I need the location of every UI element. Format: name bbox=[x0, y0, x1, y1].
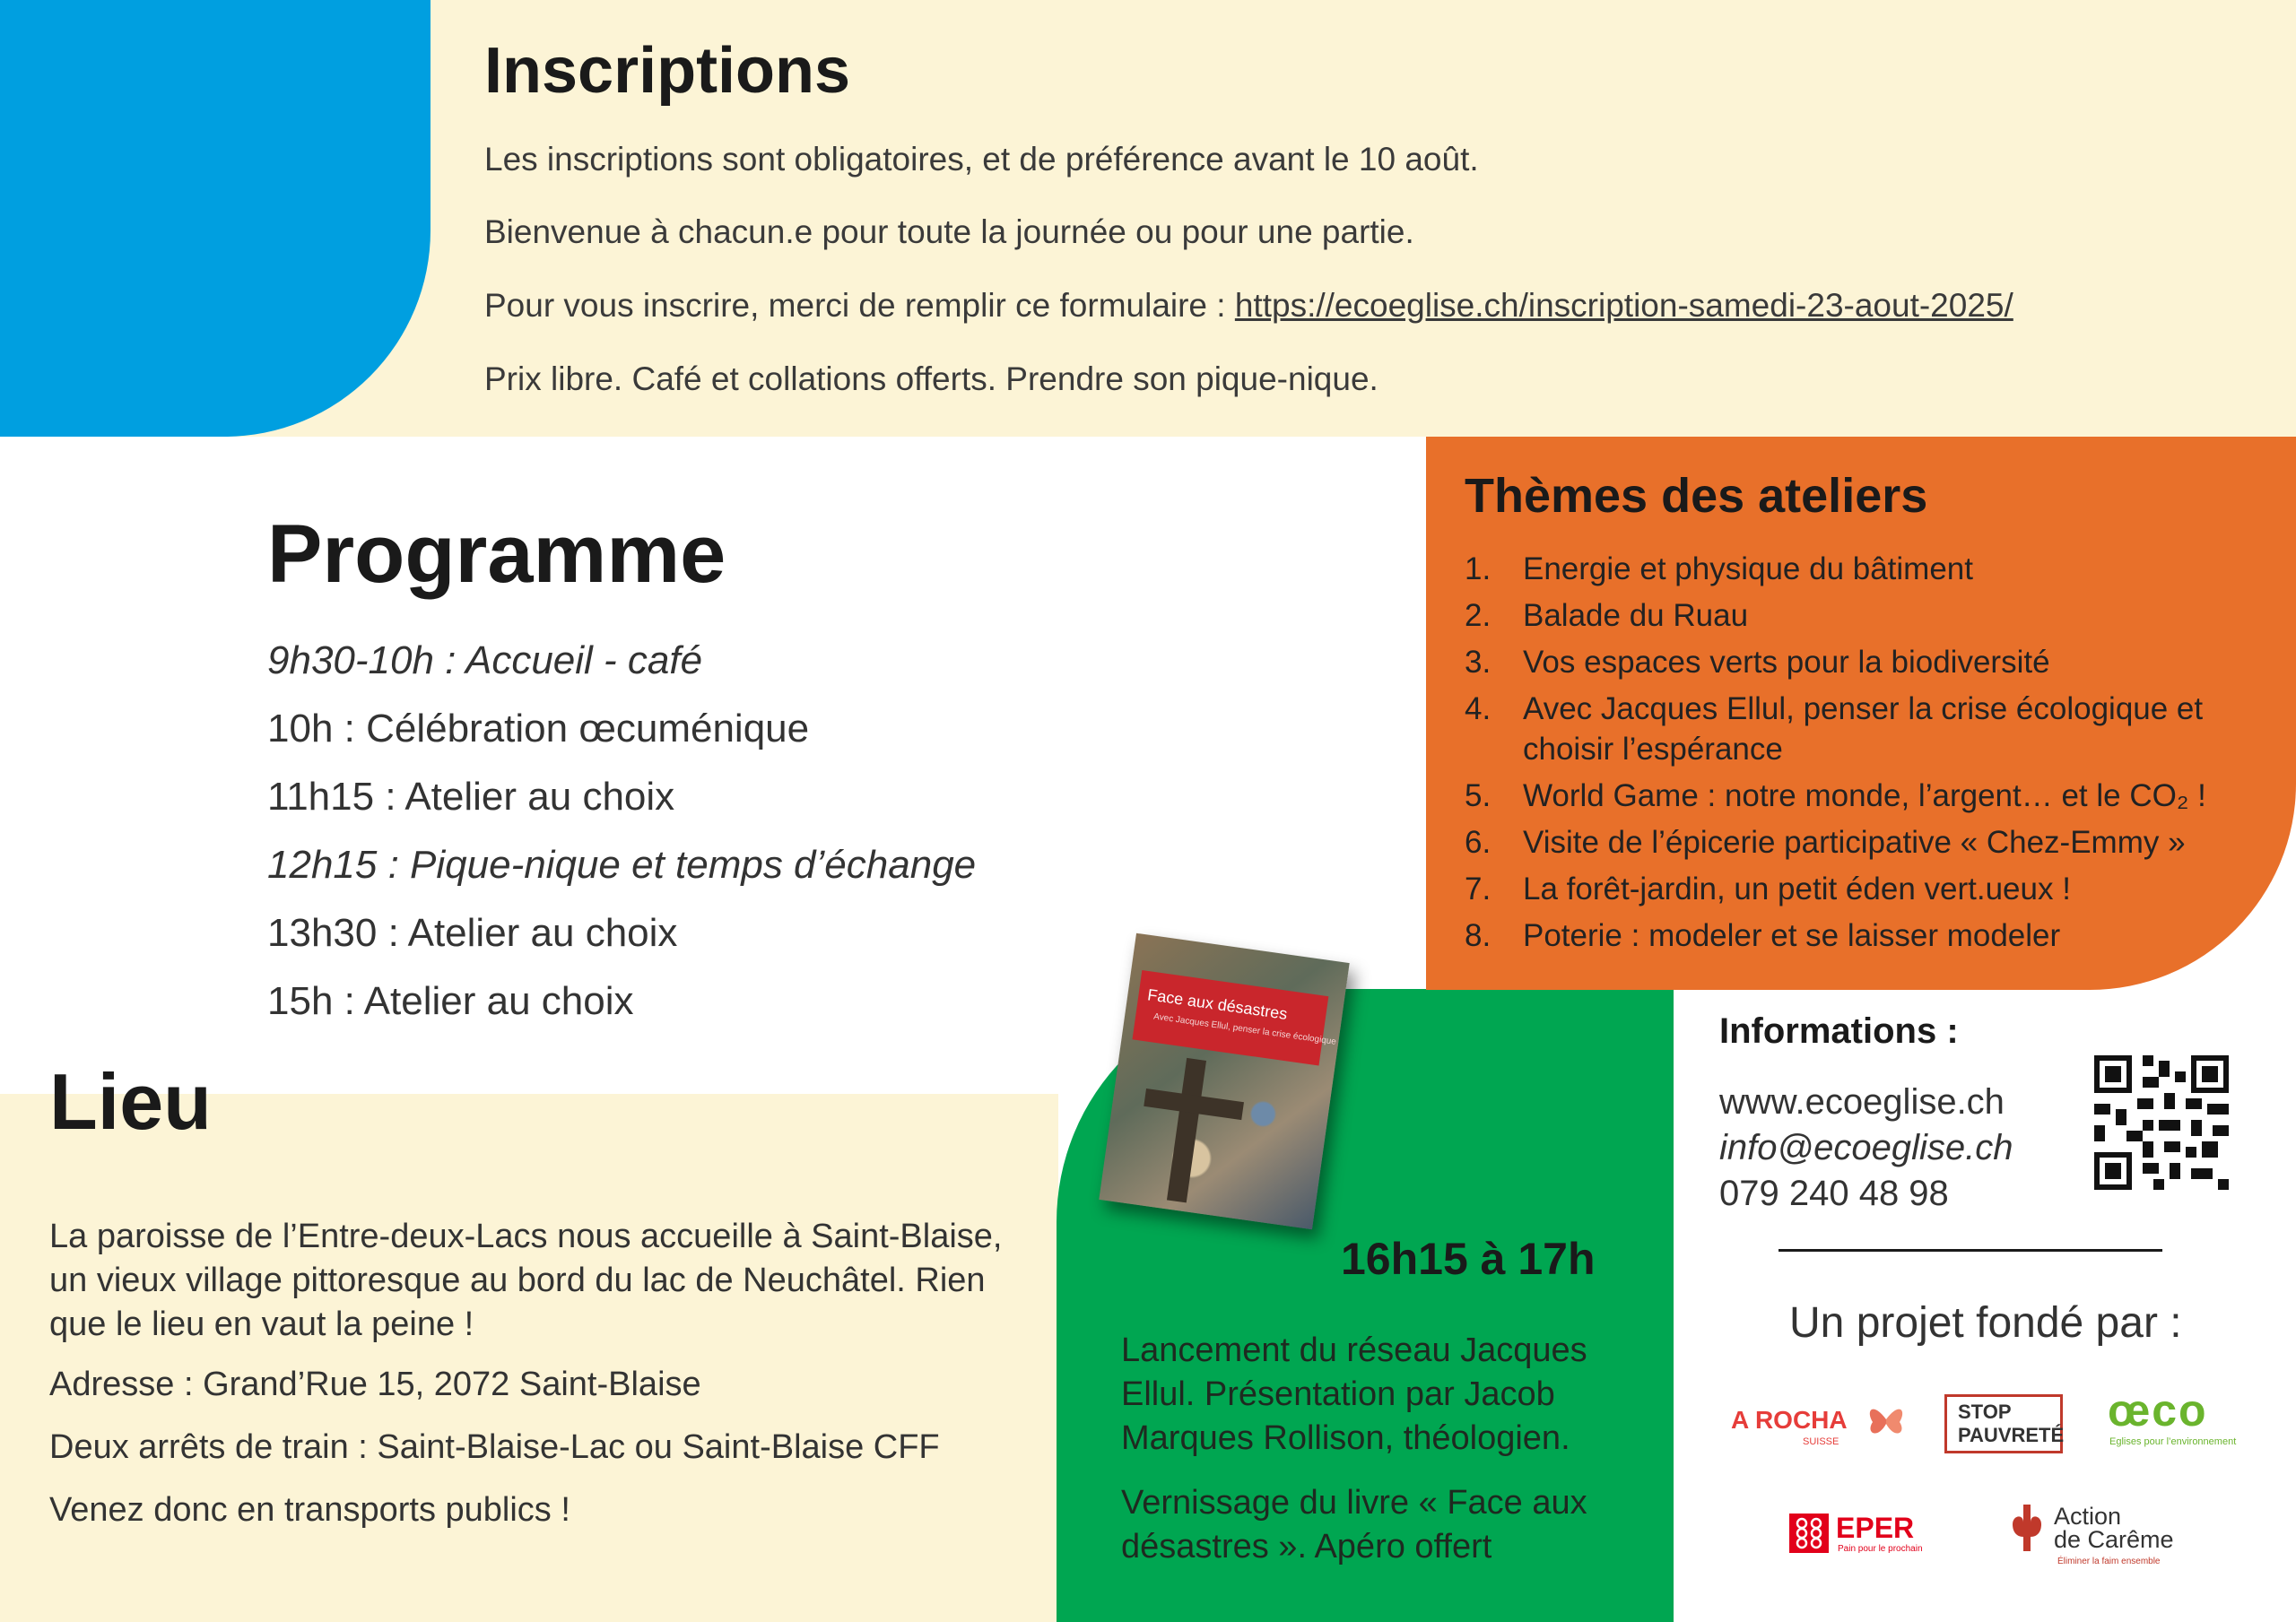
theme-item bbox=[1465, 549, 2272, 589]
theme-item bbox=[1465, 776, 2272, 816]
inscriptions-deadline: Les inscriptions sont obligatoires, et de préférence avant le 10 août. bbox=[484, 141, 1479, 178]
closing-time: 16h15 à 17h bbox=[1341, 1234, 1596, 1284]
book-cross-shape bbox=[1167, 1058, 1206, 1203]
lieu-title: Lieu bbox=[49, 1057, 212, 1146]
email-link[interactable]: info@ecoeglise.ch bbox=[1719, 1128, 2013, 1167]
theme-text: Poterie : modeler et se laisser modeler bbox=[1523, 918, 2061, 953]
theme-text: Balade du Ruau bbox=[1523, 598, 1749, 633]
careme-line2: de Carême bbox=[2054, 1526, 2174, 1553]
programme-item: 13h30 : Atelier au choix bbox=[267, 911, 678, 955]
stop-line2: PAUVRETÉ bbox=[1958, 1424, 2065, 1446]
phone-number: 079 240 48 98 bbox=[1719, 1174, 1949, 1213]
registration-link[interactable]: https://ecoeglise.ch/inscription-samedi-23-aout-2025/ bbox=[1234, 287, 2013, 324]
arocha-name: A ROCHA bbox=[1731, 1406, 1848, 1434]
programme-title: Programme bbox=[267, 508, 726, 600]
website-link[interactable]: www.ecoeglise.ch bbox=[1719, 1082, 2005, 1122]
theme-item bbox=[1465, 915, 2272, 956]
theme-item bbox=[1465, 595, 2272, 636]
themes-title: Thèmes des ateliers bbox=[1465, 469, 1928, 523]
theme-item bbox=[1465, 642, 2272, 682]
theme-number: 6. bbox=[1465, 825, 1492, 860]
theme-text: Avec Jacques Ellul, penser la crise écologique et choisir l’espérance bbox=[1523, 691, 2204, 767]
closing-launch-text: Lancement du réseau Jacques Ellul. Présentation par Jacob Marques Rollison, théologien. bbox=[1121, 1331, 1587, 1457]
book-title-band bbox=[1133, 970, 1337, 1065]
theme-number: 7. bbox=[1465, 872, 1492, 906]
programme-item: 10h : Célébration œcuménique bbox=[267, 707, 810, 750]
inscriptions-form-line bbox=[484, 287, 2013, 325]
butterfly-icon bbox=[1864, 1397, 1909, 1442]
action-de-careme-logo bbox=[2009, 1503, 2188, 1574]
theme-text: Visite de l’épicerie participative « Chez-Emmy » bbox=[1523, 825, 2186, 860]
theme-number: 1. bbox=[1465, 551, 1492, 586]
eper-name: EPER bbox=[1836, 1512, 1915, 1544]
oeco-logo bbox=[2108, 1385, 2269, 1453]
divider-line bbox=[1779, 1249, 2162, 1252]
inscriptions-price: Prix libre. Café et collations offerts. Prendre son pique-nique. bbox=[484, 360, 1378, 397]
programme-item: 12h15 : Pique-nique et temps d’échange bbox=[267, 843, 977, 887]
book-cover-image bbox=[1099, 933, 1349, 1229]
theme-number: 2. bbox=[1465, 598, 1492, 633]
lieu-trains: Deux arrêts de train : Saint-Blaise-Lac ou Saint-Blaise CFF bbox=[49, 1428, 940, 1466]
theme-item bbox=[1465, 869, 2272, 909]
stop-line1: STOP bbox=[1958, 1401, 2012, 1423]
oeco-sub: Eglises pour l’environnement bbox=[2109, 1436, 2237, 1447]
theme-number: 5. bbox=[1465, 778, 1492, 813]
blue-corner-shape bbox=[0, 0, 430, 437]
arocha-logo bbox=[1731, 1397, 1910, 1451]
stop-pauvrete-logo bbox=[1944, 1394, 2063, 1453]
eper-grid-icon bbox=[1789, 1514, 1829, 1553]
form-prefix-text: Pour vous inscrire, merci de remplir ce formulaire : bbox=[484, 287, 1235, 324]
lieu-address: Adresse : Grand’Rue 15, 2072 Saint-Blaise bbox=[49, 1366, 701, 1403]
theme-number: 3. bbox=[1465, 645, 1492, 680]
lieu-transport: Venez donc en transports publics ! bbox=[49, 1491, 570, 1529]
theme-text: Vos espaces verts pour la biodiversité bbox=[1523, 645, 2050, 680]
lieu-background bbox=[0, 1094, 1058, 1622]
programme-item: 11h15 : Atelier au choix bbox=[267, 775, 675, 819]
informations-title: Informations : bbox=[1719, 1011, 1959, 1051]
theme-text: World Game : notre monde, l’argent… et le CO₂ ! bbox=[1523, 778, 2206, 813]
qr-code-icon[interactable] bbox=[2094, 1055, 2229, 1190]
careme-sub: Éliminer la faim ensemble bbox=[2057, 1557, 2161, 1566]
book-subtitle: Avec Jacques Ellul, penser la crise écologique bbox=[1152, 1011, 1337, 1047]
arocha-sub: SUISSE bbox=[1803, 1436, 1839, 1447]
eper-logo bbox=[1789, 1512, 1951, 1557]
lieu-description: La paroisse de l’Entre-deux-Lacs nous accueille à Saint-Blaise, un vieux village pittoresque au bord du lac de Neuchâtel. Rien que le lieu en vaut la peine ! bbox=[49, 1218, 1003, 1343]
careme-symbol-icon bbox=[2009, 1505, 2045, 1551]
programme-item: 9h30-10h : Accueil - café bbox=[267, 638, 703, 682]
careme-line1: Action bbox=[2054, 1503, 2122, 1530]
theme-text: Energie et physique du bâtiment bbox=[1523, 551, 1973, 586]
eper-sub: Pain pour le prochain bbox=[1838, 1544, 1923, 1554]
theme-number: 4. bbox=[1465, 691, 1492, 726]
closing-vernissage-text: Vernissage du livre « Face aux désastres ». Apéro offert bbox=[1121, 1484, 1587, 1566]
themes-list bbox=[1465, 549, 2272, 962]
inscriptions-welcome: Bienvenue à chacun.e pour toute la journée ou pour une partie. bbox=[484, 213, 1414, 250]
projet-title: Un projet fondé par : bbox=[1789, 1299, 2182, 1347]
programme-item: 15h : Atelier au choix bbox=[267, 979, 634, 1023]
book-title: Face aux désastres bbox=[1146, 985, 1289, 1023]
oeco-name: œco bbox=[2108, 1385, 2208, 1436]
theme-number: 8. bbox=[1465, 918, 1492, 953]
theme-item bbox=[1465, 822, 2272, 863]
inscriptions-title: Inscriptions bbox=[484, 35, 851, 107]
theme-item bbox=[1465, 689, 2272, 769]
theme-text: La forêt-jardin, un petit éden vert.ueux ! bbox=[1523, 872, 2071, 906]
